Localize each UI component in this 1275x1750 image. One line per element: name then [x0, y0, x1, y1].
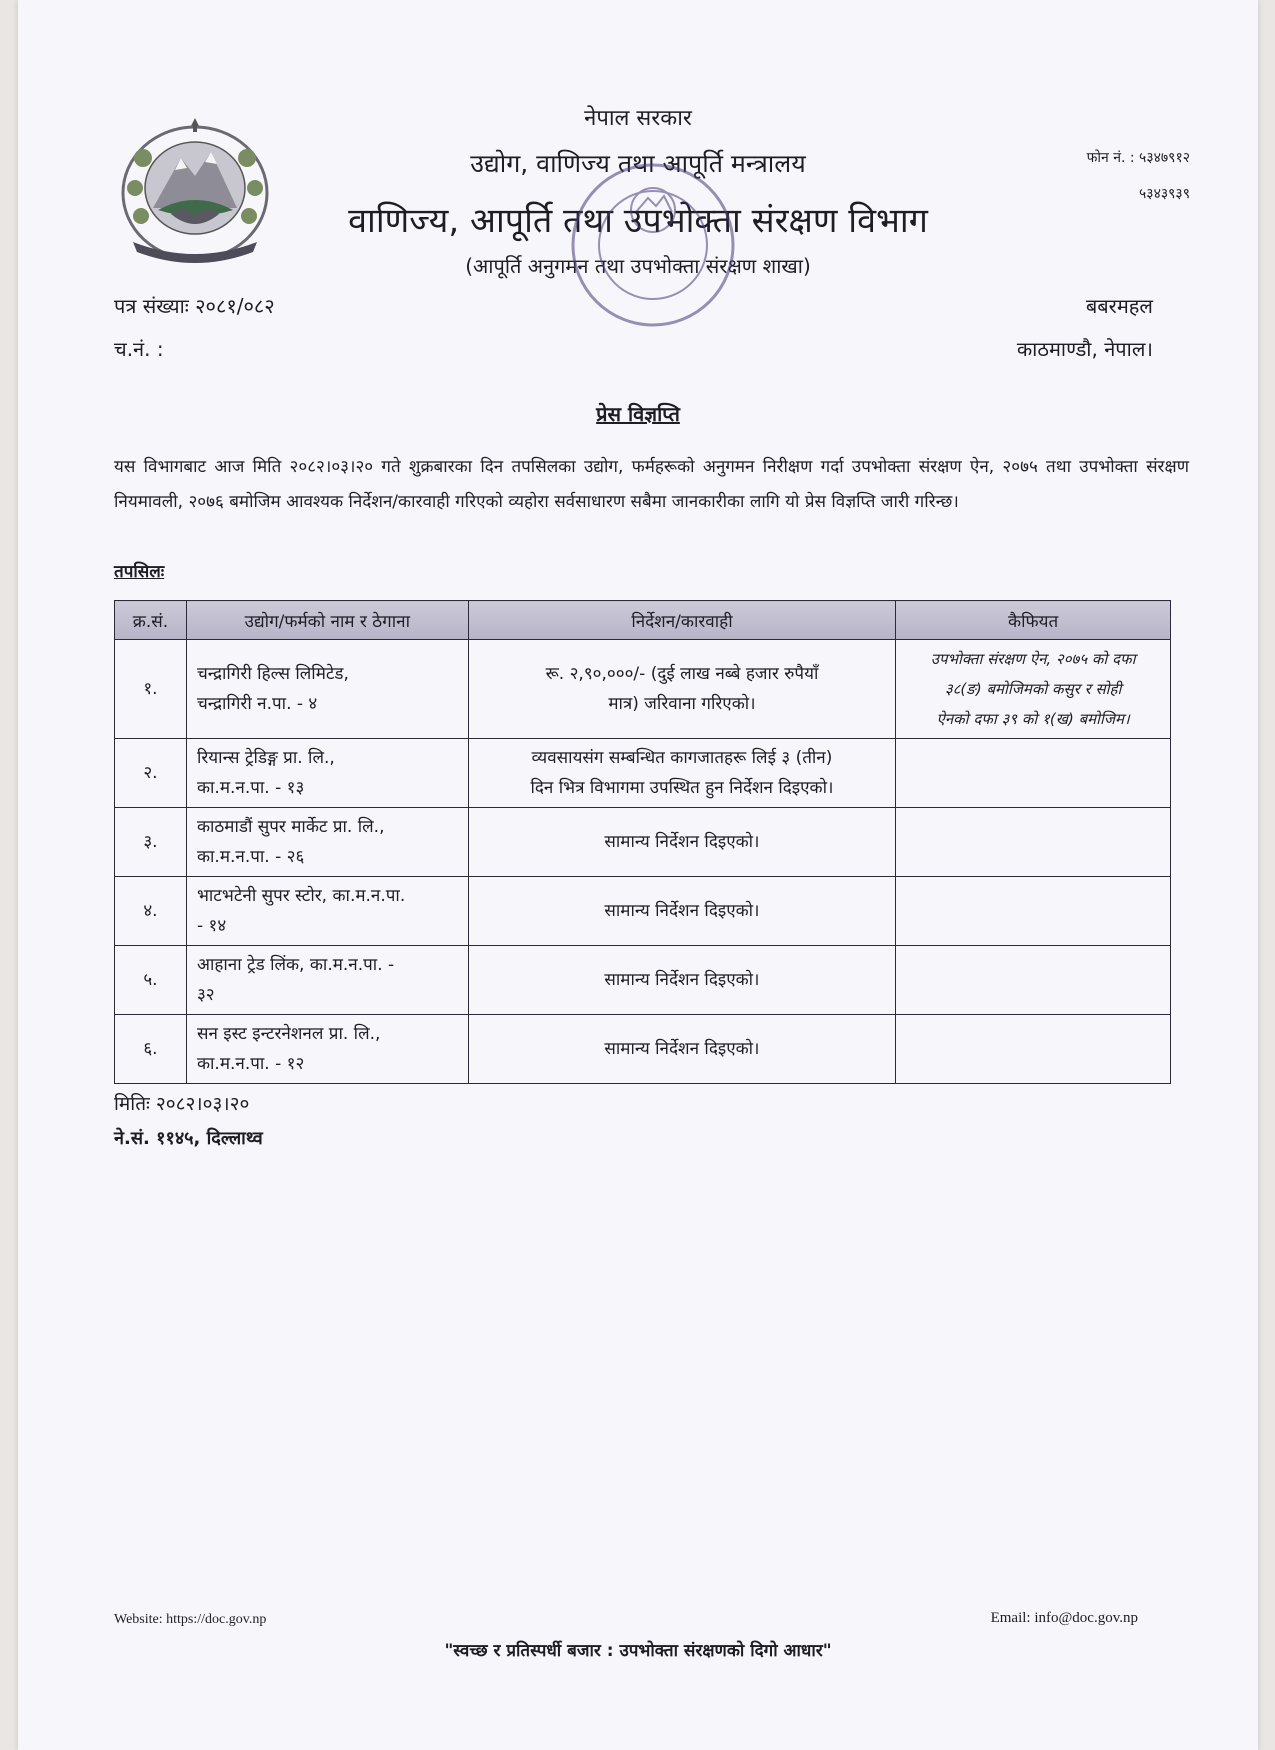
table-row	[115, 739, 1171, 808]
cell-remarks	[896, 739, 1171, 808]
issue-date: मितिः २०८२।०३।२०	[114, 1093, 250, 1115]
cell-sn-line: १.	[143, 679, 158, 699]
slogan-text: "स्वच्छ र प्रतिस्पर्धी बजार : उपभोक्ता संरक्षणको दिगो आधार"	[444, 1641, 832, 1661]
cell-sn	[115, 640, 187, 739]
cell-firm-line: का.म.न.पा. - १३	[196, 778, 305, 798]
dispatch-number: च.नं. :	[114, 337, 164, 361]
cell-firm	[186, 640, 468, 739]
cell-sn	[115, 946, 187, 1015]
cell-firm	[186, 808, 468, 877]
cell-remarks-line: ऐनको दफा ३९ को १(ख) बमोजिम।	[936, 710, 1130, 728]
branch-name: (आपूर्ति अनुगमन तथा उपभोक्ता संरक्षण शाखा)	[465, 254, 811, 278]
cell-action-line: सामान्य निर्देशन दिइएको।	[604, 1039, 760, 1059]
cell-action	[468, 808, 896, 877]
cell-remarks	[896, 877, 1171, 946]
cell-firm-line: आहाना ट्रेड लिंक, का.म.न.पा. -	[196, 955, 395, 975]
cell-sn	[115, 739, 187, 808]
address-line-1: बबरमहल	[1085, 294, 1153, 318]
nepal-emblem-icon	[113, 118, 278, 268]
cell-firm-line: चन्द्रागिरी हिल्स लिमिटेड,	[196, 664, 349, 684]
table-row	[115, 877, 1171, 946]
phone-numbers	[1030, 140, 1190, 212]
cell-firm-line: काठमाडौं सुपर मार्केट प्रा. लि.,	[196, 817, 385, 837]
cell-action-line: मात्र) जरिवाना गरिएको।	[608, 694, 756, 714]
cell-firm-line: - १४	[196, 916, 227, 936]
nepal-sambat-date: ने.सं. ११४५, दिल्लाथ्व	[114, 1128, 263, 1149]
cell-action-line: सामान्य निर्देशन दिइएको।	[604, 901, 760, 921]
cell-sn-line: ३.	[143, 832, 158, 852]
cell-firm	[186, 739, 468, 808]
cell-remarks	[896, 1015, 1171, 1084]
cell-firm-line: का.म.न.पा. - १२	[196, 1054, 305, 1074]
inspection-table	[114, 600, 1171, 1084]
letter-page	[18, 0, 1258, 1750]
cell-remarks-line: उपभोक्ता संरक्षण ऐन, २०७५ को दफा	[930, 650, 1136, 668]
cell-firm	[186, 946, 468, 1015]
cell-sn-line: २.	[143, 763, 158, 783]
cell-action-line: व्यवसायसंग सम्बन्धित कागजातहरू लिई ३ (तीन)	[531, 748, 833, 768]
cell-action-line: रू. २,९०,०००/- (दुई लाख नब्बे हजार रुपैयाँ	[545, 664, 819, 684]
cell-firm-line: ३२	[196, 985, 215, 1005]
department-seal-icon	[558, 150, 748, 340]
col-header-firm: उद्योग/फर्मको नाम र ठेगाना	[186, 601, 468, 640]
table-row	[115, 1015, 1171, 1084]
notice-title: प्रेस विज्ञप्ति	[596, 402, 680, 426]
cell-action	[468, 1015, 896, 1084]
table-row	[115, 640, 1171, 739]
government-name: नेपाल सरकार	[584, 106, 692, 131]
col-header-remarks: कैफियत	[896, 601, 1171, 640]
cell-remarks-line: ३८(ङ) बमोजिमको कसुर र सोही	[944, 680, 1122, 698]
cell-remarks	[896, 640, 1171, 739]
details-label: तपसिलः	[114, 562, 165, 582]
phone-number-2: ५३४३९३९	[1139, 186, 1190, 202]
letter-ref-number: पत्र संख्याः २०८१/०८२	[114, 294, 275, 318]
cell-action	[468, 739, 896, 808]
website-text: Website: https://doc.gov.np	[114, 1612, 267, 1627]
cell-firm	[186, 877, 468, 946]
address-line-2: काठमाण्डौ, नेपाल।	[1016, 337, 1153, 361]
cell-firm-line: भाटभटेनी सुपर स्टोर, का.म.न.पा.	[196, 886, 406, 906]
cell-sn	[115, 808, 187, 877]
cell-action	[468, 877, 896, 946]
cell-sn-line: ६.	[143, 1039, 158, 1059]
cell-firm	[186, 1015, 468, 1084]
cell-action	[468, 946, 896, 1015]
cell-action	[468, 640, 896, 739]
cell-remarks	[896, 808, 1171, 877]
cell-action-line: दिन भित्र विभागमा उपस्थित हुन निर्देशन दिइएको।	[530, 778, 834, 798]
department-name: वाणिज्य, आपूर्ति तथा उपभोक्ता संरक्षण विभाग	[348, 201, 928, 241]
cell-action-line: सामान्य निर्देशन दिइएको।	[604, 832, 760, 852]
cell-firm-line: रियान्स ट्रेडिङ्ग प्रा. लि.,	[196, 748, 335, 768]
cell-firm-line: चन्द्रागिरी न.पा. - ४	[196, 694, 318, 714]
cell-sn	[115, 877, 187, 946]
cell-sn-line: ४.	[143, 901, 158, 921]
cell-remarks	[896, 946, 1171, 1015]
notice-body: यस विभागबाट आज मिति २०८२।०३।२० गते शुक्रबारका दिन तपसिलका उद्योग, फर्महरूको अनुगमन निरीक्षण गर्दा उपभोक्ता संरक्षण ऐन, २०७५ तथा उपभोक्ता संरक्षण नियमावली, २०७६ बमोजिम आवश्यक निर्देशन/कारवाही गरिएको व्यहोरा सर्वसाधारण सबैमा जानकारीका लागि यो प्रेस विज्ञप्ति जारी गरिन्छ।	[114, 457, 1189, 512]
cell-sn	[115, 1015, 187, 1084]
col-header-sn: क्र.सं.	[115, 601, 187, 640]
table-row	[115, 946, 1171, 1015]
cell-action-line: सामान्य निर्देशन दिइएको।	[604, 970, 760, 990]
ministry-name: उद्योग, वाणिज्य तथा आपूर्ति मन्त्रालय	[470, 149, 806, 178]
cell-firm-line: सन इस्ट इन्टरनेशनल प्रा. लि.,	[196, 1024, 381, 1044]
col-header-action: निर्देशन/कारवाही	[468, 601, 896, 640]
cell-sn-line: ५.	[143, 970, 158, 990]
table-row	[115, 808, 1171, 877]
phone-number-1: फोन नं. : ५३४७९१२	[1086, 150, 1190, 166]
table-header-row	[115, 601, 1171, 640]
email-text: Email: info@doc.gov.np	[990, 1610, 1138, 1626]
cell-firm-line: का.म.न.पा. - २६	[196, 847, 305, 867]
